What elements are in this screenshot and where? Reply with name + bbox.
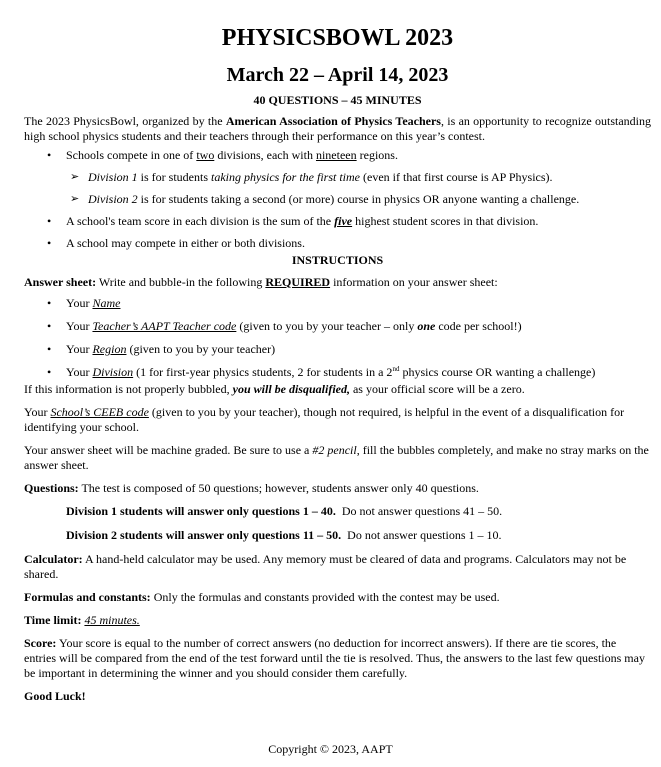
bullet-icon: •: [47, 296, 52, 310]
division-label: Division 1: [88, 170, 138, 184]
time-limit-value: 45 minutes.: [84, 613, 140, 627]
paragraph-text: Do not answer questions 1 – 10.: [341, 528, 502, 542]
rule-text: Schools compete in one of: [66, 148, 197, 162]
item-text: Your: [66, 365, 93, 379]
list-item: [66, 192, 651, 207]
score-label: Score:: [24, 636, 57, 650]
division-sublist: [66, 170, 651, 207]
paragraph-text: The test is composed of 50 questions; however, students answer only 40 questions.: [78, 481, 479, 495]
intro-org-name: American Association of Physics Teachers: [225, 114, 441, 128]
score-paragraph: [24, 636, 651, 681]
disqualification-paragraph: [24, 382, 651, 397]
division-2-bold: Division 2 students will answer only questions 11 – 50.: [66, 528, 342, 542]
page-title: PHYSICSBOWL 2023: [221, 25, 454, 51]
calculator-label: Calculator:: [24, 552, 83, 566]
answer-sheet-paragraph: [24, 275, 651, 290]
good-luck: Good Luck!: [24, 689, 86, 703]
rule-text: is for students taking a second (or more) course in physics OR anyone wanting a challenge.: [137, 192, 580, 206]
item-text: Your: [66, 319, 93, 333]
rule-emphasis: nineteen: [315, 148, 357, 162]
item-text: code per school!): [435, 319, 522, 333]
item-field: Name: [92, 296, 121, 310]
intro-paragraph: [24, 114, 651, 144]
item-field: Teacher’s AAPT Teacher code: [92, 319, 237, 333]
paragraph-text: A hand-held calculator may be used. Any memory must be cleared of data and programs. Calculators may not be shared.: [24, 552, 627, 581]
paragraph-text: Your answer sheet will be machine graded. Be sure to use a: [24, 443, 313, 457]
division-1-bold: Division 1 students will answer only questions 1 – 40.: [66, 504, 336, 518]
rule-emphasis: two: [196, 148, 215, 162]
time-limit-label: Time limit:: [24, 613, 82, 627]
ordinal-suffix: nd: [392, 365, 400, 373]
paragraph-text: Your: [24, 405, 51, 419]
questions-label: Questions:: [24, 481, 79, 495]
bullet-icon: •: [47, 365, 52, 379]
item-text: (given to you by your teacher – only: [236, 319, 418, 333]
item-text: (given to you by your teacher): [126, 342, 276, 356]
rule-text: A school's team score in each division is the sum of the: [66, 214, 335, 228]
paragraph-text: information on your answer sheet:: [330, 275, 498, 289]
paragraph-text: If this information is not properly bubbled,: [24, 382, 233, 396]
pencil-emphasis: #2 pencil: [312, 443, 357, 457]
answer-sheet-label: Answer sheet:: [24, 275, 97, 289]
contest-rules-list: [24, 148, 651, 251]
formulas-paragraph: [24, 590, 651, 605]
ceeb-paragraph: [24, 405, 651, 435]
item-emphasis: one: [417, 319, 436, 333]
copyright-notice: Copyright © 2023, AAPT: [268, 742, 393, 756]
bullet-icon: •: [47, 148, 52, 162]
rule-text: regions.: [356, 148, 398, 162]
item-text: Your: [66, 296, 93, 310]
arrow-bullet-icon: ➢: [70, 171, 80, 183]
rule-text: (even if that first course is AP Physics).: [360, 170, 553, 184]
rule-text: is for students: [137, 170, 212, 184]
questions-paragraph: [24, 481, 651, 496]
disqualified-emphasis: you will be disqualified,: [232, 382, 350, 396]
paragraph-text: (given to you by your teacher), though not required, is helpful in the event of a disqualification for identifying your school.: [24, 405, 625, 434]
rule-text: A school may compete in either or both divisions.: [66, 236, 305, 250]
list-item: [66, 170, 651, 185]
rule-text: divisions, each with: [214, 148, 316, 162]
bullet-icon: •: [47, 236, 52, 250]
item-text: Your: [66, 342, 93, 356]
paragraph-text: Only the formulas and constants provided with the contest may be used.: [150, 590, 500, 604]
item-field: Region: [92, 342, 127, 356]
paragraph-text: Do not answer questions 41 – 50.: [335, 504, 503, 518]
required-emphasis: REQUIRED: [265, 275, 331, 289]
list-item: [24, 296, 651, 311]
rule-text: highest student scores in that division.: [352, 214, 539, 228]
contest-dates: March 22 – April 14, 2023: [226, 64, 449, 86]
paragraph-text: as your official score will be a zero.: [349, 382, 525, 396]
item-text: (1 for first-year physics students, 2 for students in a 2: [133, 365, 393, 379]
paragraph-text: Your score is equal to the number of correct answers (no deduction for incorrect answers). If there are tie scores, the entries will be compared from the end of the test forward until the tie is resolved. Thus, the answers to the last few questions may be important in determining the winner and you should consider them carefully.: [24, 636, 645, 680]
division-2-instruction: [66, 528, 651, 543]
formulas-label: Formulas and constants:: [24, 590, 151, 604]
time-limit-paragraph: [24, 613, 651, 628]
rule-emphasis: taking physics for the first time: [211, 170, 361, 184]
intro-text-2: , is an opportunity to recognize outstanding high school physics students and their teachers through their performance on this year’s contest.: [24, 114, 652, 143]
instructions-heading: INSTRUCTIONS: [291, 253, 384, 267]
bullet-icon: •: [47, 214, 52, 228]
questions-minutes-line: 40 QUESTIONS – 45 MINUTES: [253, 93, 422, 107]
item-field: Division: [92, 365, 134, 379]
list-item: [24, 319, 651, 334]
intro-text-1: The 2023 PhysicsBowl, organized by the: [24, 114, 226, 128]
list-item: [24, 236, 651, 251]
division-1-instruction: [66, 504, 651, 519]
calculator-paragraph: [24, 552, 651, 582]
required-info-list: [24, 296, 651, 380]
rule-emphasis: five: [334, 214, 353, 228]
bullet-icon: •: [47, 319, 52, 333]
ceeb-code-label: School’s CEEB code: [50, 405, 149, 419]
list-item: [24, 148, 651, 207]
machine-graded-paragraph: [24, 443, 651, 473]
list-item: [24, 365, 651, 380]
item-text: physics course OR wanting a challenge): [399, 365, 596, 379]
division-label: Division 2: [88, 192, 138, 206]
list-item: [24, 214, 651, 229]
paragraph-text: , fill the bubbles completely, and make no stray marks on the answer sheet.: [24, 443, 649, 472]
paragraph-text: Write and bubble-in the following: [96, 275, 266, 289]
bullet-icon: •: [47, 342, 52, 356]
list-item: [24, 342, 651, 357]
arrow-bullet-icon: ➢: [70, 193, 80, 205]
